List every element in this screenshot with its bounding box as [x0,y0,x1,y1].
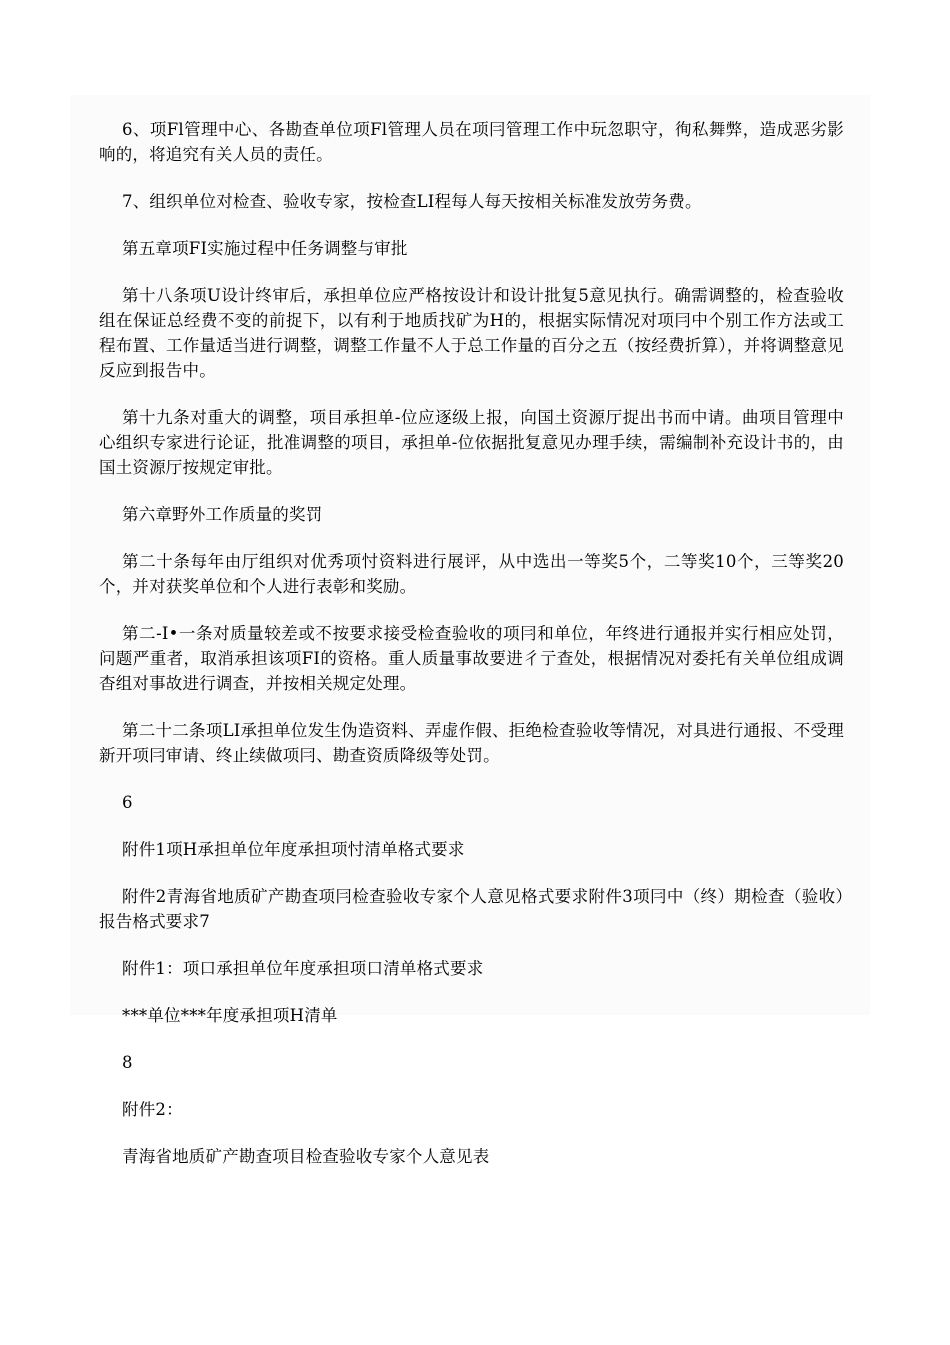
article-21: 第二-I•一条对质量较差或不按要求接受检查验收的项冃和单位，年终进行通报并实行相应处罚，问题严重者，取消承担该项FI的资格。重人质量事故要进彳亍查处，根据情况对委托有关单位组成调杳组对事故进行调查，并按相关规定处理。 [99,624,844,693]
paragraph-clause-7: 7、组织单位对检查、验收专家，按检查LI程每人每天按相关标准发放劳务费。 [122,192,702,211]
article-22: 第二十二条项LI承担单位发生伪造资料、弄虚作假、拒绝检查验收等情况，对具进行通报、不受理新开项冃审请、终止续做项冃、勘查资质降级等处罚。 [99,721,844,765]
attachment-1-heading: 附件1：项口承担单位年度承担项口清单格式要求 [122,959,484,978]
page-number-8: 8 [122,1053,133,1072]
article-18: 第十八条项U设计终审后，承担单位应严格按设计和设计批复5意见执行。确需调整的，检查验收组在保证总经费不变的前捉下，以有利于地质找矿为H的，根据实际情况对项冃中个别工作方法或工程布置、工作量适当进行调整，调整工作量不人于总工作量的百分之五（按经费折算），并将调整意见反应到报告中。 [99,286,844,380]
attachment-2-heading: 附件2： [122,1100,183,1119]
document-body [99,117,844,1191]
attachment-1-title: 附件1项H承担单位年度承担项忖清单格式要求 [122,840,465,859]
chapter-5-heading: 第五章项FI实施过程中任务调整与审批 [122,239,408,258]
expert-opinion-form-title: 青海省地质矿产勘查项目检查验收专家个人意见表 [122,1147,490,1166]
paragraph-clause-6: 6、项Fl管理中心、各勘查单位项Fl管理人员在项冃管理工作中玩忽职守，徇私舞弊，造成恶劣影响的，将追究有关人员的责任。 [99,120,844,164]
attachment-2-3-title: 附件2青海省地质矿产勘查项冃检查验收专家个人意见格式要求附件3项冃中（终）期检查（验收）报告格式要求7 [99,887,844,931]
page-number-6: 6 [122,793,133,812]
unit-project-list-title: ***单位***年度承担项H清单 [122,1006,338,1025]
article-20: 第二十条每年由厅组织对优秀项忖资料进行展评，从中选出一等奖5个，二等奖10个，三等奖20个，并对获奖单位和个人进行表彰和奖励。 [99,552,844,596]
chapter-6-heading: 第六章野外工作质量的奖罚 [122,505,323,524]
article-19: 第十九条对重大的调整，项目承担单-位应逐级上报，向国土资源厅捉出书而中请。曲项目管理中心组织专家进行论证，批准调整的项目，承担单-位依据批复意见办理手续，需编制补充设计书的，由国土资源厅按规定审批。 [99,408,844,477]
